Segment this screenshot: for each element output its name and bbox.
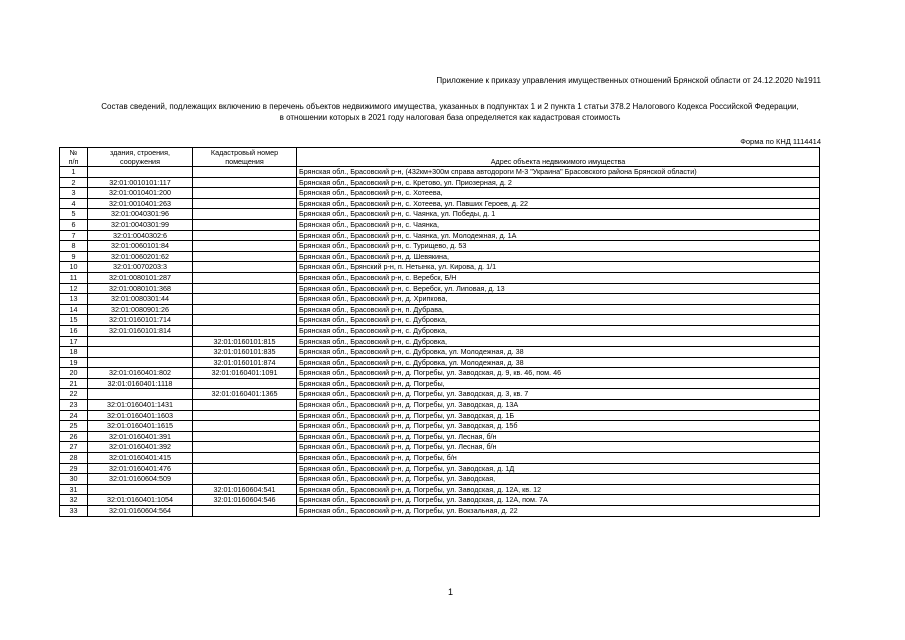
table-row [60, 241, 820, 252]
cell-address: Брянская обл., Брасовский р-н, д. Хрипкова, [297, 294, 820, 305]
cell-building-cadastral: 32:01:0160101:714 [88, 315, 193, 326]
table-row [60, 209, 820, 220]
cell-address: Брянская обл., Брасовский р-н, д. Погребы, [297, 378, 820, 389]
property-table [59, 147, 820, 517]
cell-number: 9 [60, 251, 88, 262]
cell-building-cadastral: 32:01:0040301:99 [88, 219, 193, 230]
cell-address: Брянская обл., Брасовский р-н, д. Погребы, ул. Заводская, д. 12А, кв. 12 [297, 484, 820, 495]
cell-number: 20 [60, 368, 88, 379]
document-heading [40, 101, 860, 123]
table-row [60, 474, 820, 485]
cell-room-cadastral [193, 378, 297, 389]
cell-building-cadastral: 32:01:0080101:287 [88, 272, 193, 283]
cell-number: 17 [60, 336, 88, 347]
cell-room-cadastral [193, 315, 297, 326]
header-building [88, 148, 193, 167]
table-row [60, 315, 820, 326]
cell-room-cadastral [193, 474, 297, 485]
cell-address: Брянская обл., Брасовский р-н, д. Погребы, ул. Заводская, д. 1Д [297, 463, 820, 474]
cell-number: 29 [60, 463, 88, 474]
cell-room-cadastral: 32:01:0160401:1091 [193, 368, 297, 379]
cell-room-cadastral [193, 198, 297, 209]
cell-building-cadastral: 32:01:0160401:1054 [88, 495, 193, 506]
cell-address: Брянская обл., Брасовский р-н, п. Дубрава, [297, 304, 820, 315]
cell-number: 25 [60, 421, 88, 432]
cell-room-cadastral: 32:01:0160101:874 [193, 357, 297, 368]
cell-room-cadastral [193, 219, 297, 230]
cell-number: 12 [60, 283, 88, 294]
table-row [60, 378, 820, 389]
header-number-line2: п/п [68, 157, 79, 166]
cell-room-cadastral [193, 442, 297, 453]
cell-number: 19 [60, 357, 88, 368]
table-row [60, 304, 820, 315]
table-row [60, 177, 820, 188]
cell-room-cadastral [193, 463, 297, 474]
cell-building-cadastral [88, 347, 193, 358]
cell-room-cadastral [193, 241, 297, 252]
cell-address: Брянская обл., Брасовский р-н, с. Дубровка, ул. Молодежная, д. 38 [297, 357, 820, 368]
table-row [60, 368, 820, 379]
table-row [60, 283, 820, 294]
cell-room-cadastral: 32:01:0160604:546 [193, 495, 297, 506]
cell-room-cadastral: 32:01:0160101:815 [193, 336, 297, 347]
cell-address: Брянская обл., Брасовский р-н, д. Погребы, ул. Лесная, б/н [297, 442, 820, 453]
header-building-line1: здания, строения, [110, 148, 170, 157]
cell-building-cadastral: 32:01:0080101:368 [88, 283, 193, 294]
cell-number: 24 [60, 410, 88, 421]
cell-number: 21 [60, 378, 88, 389]
table-row [60, 294, 820, 305]
cell-number: 13 [60, 294, 88, 305]
header-address: Адрес объекта недвижимого имущества [297, 148, 820, 167]
cell-building-cadastral: 32:01:0080301:44 [88, 294, 193, 305]
cell-address: Брянская обл., Брасовский р-н, д. Шевякина, [297, 251, 820, 262]
cell-address: Брянская обл., Брасовский р-н, д. Погребы, ул. Заводская, д. 9, кв. 46, пом. 46 [297, 368, 820, 379]
cell-building-cadastral: 32:01:0160401:1615 [88, 421, 193, 432]
cell-address: Брянская обл., Брасовский р-н, с. Кретово, ул. Приозерная, д. 2 [297, 177, 820, 188]
cell-number: 3 [60, 188, 88, 199]
cell-number: 6 [60, 219, 88, 230]
cell-room-cadastral [193, 421, 297, 432]
header-building-line2: сооружения [120, 157, 160, 166]
cell-address: Брянская обл., Брасовский р-н, д. Погребы, ул. Заводская, д. 1Б [297, 410, 820, 421]
table-row [60, 410, 820, 421]
cell-building-cadastral: 32:01:0010101:117 [88, 177, 193, 188]
cell-address: Брянская обл., Брасовский р-н, (432км+300м справа автодороги М-3 "Украина" Брасовского района Брянской области) [297, 167, 820, 178]
table-row [60, 442, 820, 453]
cell-number: 8 [60, 241, 88, 252]
cell-building-cadastral: 32:01:0160401:415 [88, 453, 193, 464]
table-row [60, 262, 820, 273]
cell-address: Брянская обл., Брасовский р-н, с. Веребск, Б/Н [297, 272, 820, 283]
cell-address: Брянская обл., Брасовский р-н, д. Погребы, ул. Лесная, б/н [297, 431, 820, 442]
cell-number: 32 [60, 495, 88, 506]
table-row [60, 400, 820, 411]
cell-building-cadastral: 32:01:0040302:6 [88, 230, 193, 241]
cell-number: 26 [60, 431, 88, 442]
cell-room-cadastral [193, 304, 297, 315]
table-row [60, 421, 820, 432]
cell-number: 10 [60, 262, 88, 273]
cell-number: 7 [60, 230, 88, 241]
cell-building-cadastral: 32:01:0160604:509 [88, 474, 193, 485]
cell-address: Брянская обл., Брасовский р-н, д. Погребы, б/н [297, 453, 820, 464]
table-row [60, 431, 820, 442]
cell-number: 14 [60, 304, 88, 315]
cell-room-cadastral [193, 209, 297, 220]
cell-number: 23 [60, 400, 88, 411]
cell-room-cadastral [193, 251, 297, 262]
cell-address: Брянская обл., Брасовский р-н, д. Погребы, ул. Вокзальная, д. 22 [297, 506, 820, 517]
header-number-line1: № [69, 148, 78, 157]
cell-number: 22 [60, 389, 88, 400]
cell-room-cadastral [193, 506, 297, 517]
cell-number: 28 [60, 453, 88, 464]
cell-room-cadastral [193, 167, 297, 178]
cell-room-cadastral [193, 262, 297, 273]
cell-address: Брянская обл., Брасовский р-н, д. Погребы, ул. Заводская, [297, 474, 820, 485]
table-header [60, 148, 820, 167]
table-row [60, 506, 820, 517]
cell-building-cadastral [88, 336, 193, 347]
header-room-line2: помещения [225, 157, 264, 166]
header-room-line1: Кадастровый номер [210, 148, 279, 157]
cell-building-cadastral: 32:01:0160604:564 [88, 506, 193, 517]
cell-number: 1 [60, 167, 88, 178]
cell-building-cadastral [88, 357, 193, 368]
cell-address: Брянская обл., Брасовский р-н, с. Веребск, ул. Липовая, д. 13 [297, 283, 820, 294]
cell-address: Брянская обл., Брасовский р-н, с. Дубровка, [297, 325, 820, 336]
cell-number: 18 [60, 347, 88, 358]
cell-address: Брянская обл., Брасовский р-н, с. Хотеева, ул. Павших Героев, д. 22 [297, 198, 820, 209]
page-number: 1 [448, 587, 454, 597]
cell-room-cadastral [193, 188, 297, 199]
cell-number: 30 [60, 474, 88, 485]
cell-address: Брянская обл., Брасовский р-н, с. Чаянка, [297, 219, 820, 230]
cell-address: Брянская обл., Брасовский р-н, с. Турищево, д. 53 [297, 241, 820, 252]
cell-building-cadastral: 32:01:0060201:62 [88, 251, 193, 262]
cell-building-cadastral [88, 484, 193, 495]
cell-building-cadastral: 32:01:0160401:802 [88, 368, 193, 379]
appendix-reference: Приложение к приказу управления имущественных отношений Брянской области от 24.12.2020 №1911 [436, 76, 821, 85]
cell-building-cadastral [88, 389, 193, 400]
table-row [60, 389, 820, 400]
cell-number: 2 [60, 177, 88, 188]
cell-room-cadastral [193, 431, 297, 442]
table-row [60, 230, 820, 241]
cell-number: 11 [60, 272, 88, 283]
cell-building-cadastral: 32:01:0160101:814 [88, 325, 193, 336]
table-row [60, 484, 820, 495]
cell-number: 5 [60, 209, 88, 220]
cell-building-cadastral: 32:01:0160401:1431 [88, 400, 193, 411]
cell-building-cadastral: 32:01:0070203:3 [88, 262, 193, 273]
cell-building-cadastral: 32:01:0160401:391 [88, 431, 193, 442]
table-row [60, 336, 820, 347]
cell-number: 16 [60, 325, 88, 336]
table-row [60, 251, 820, 262]
table-body [60, 167, 820, 517]
cell-building-cadastral: 32:01:0040301:96 [88, 209, 193, 220]
cell-building-cadastral: 32:01:0080901:26 [88, 304, 193, 315]
table-row [60, 453, 820, 464]
cell-room-cadastral: 32:01:0160604:541 [193, 484, 297, 495]
cell-address: Брянская обл., Брасовский р-н, с. Дубровка, ул. Молодежная, д. 38 [297, 347, 820, 358]
cell-building-cadastral: 32:01:0060101:84 [88, 241, 193, 252]
cell-room-cadastral [193, 400, 297, 411]
cell-address: Брянская обл., Брасовский р-н, с. Чаянка, ул. Молодежная, д. 1А [297, 230, 820, 241]
form-code: Форма по КНД 1114414 [740, 137, 821, 146]
table-row [60, 272, 820, 283]
table-row [60, 347, 820, 358]
table-row [60, 167, 820, 178]
table-row [60, 219, 820, 230]
heading-line-1: Состав сведений, подлежащих включению в перечень объектов недвижимого имущества, указанных в подпунктах 1 и 2 пункта 1 статьи 378.2 Налогового Кодекса Российской Федерации, [101, 102, 799, 111]
table-row [60, 198, 820, 209]
table-row [60, 325, 820, 336]
table-row [60, 495, 820, 506]
cell-number: 27 [60, 442, 88, 453]
table-row [60, 463, 820, 474]
cell-address: Брянская обл., Брасовский р-н, д. Погребы, ул. Заводская, д. 13А [297, 400, 820, 411]
cell-building-cadastral: 32:01:0010401:200 [88, 188, 193, 199]
cell-room-cadastral: 32:01:0160401:1365 [193, 389, 297, 400]
header-room [193, 148, 297, 167]
cell-room-cadastral: 32:01:0160101:835 [193, 347, 297, 358]
cell-building-cadastral: 32:01:0010401:263 [88, 198, 193, 209]
cell-building-cadastral [88, 167, 193, 178]
cell-address: Брянская обл., Брасовский р-н, д. Погребы, ул. Заводская, д. 3, кв. 7 [297, 389, 820, 400]
cell-address: Брянская обл., Брасовский р-н, с. Чаянка, ул. Победы, д. 1 [297, 209, 820, 220]
cell-address: Брянская обл., Брасовский р-н, с. Хотеева, [297, 188, 820, 199]
cell-building-cadastral: 32:01:0160401:476 [88, 463, 193, 474]
cell-room-cadastral [193, 272, 297, 283]
cell-address: Брянская обл., Брянский р-н, п. Нетынка, ул. Кирова, д. 1/1 [297, 262, 820, 273]
table-row [60, 188, 820, 199]
cell-address: Брянская обл., Брасовский р-н, д. Погребы, ул. Заводская, д. 15б [297, 421, 820, 432]
cell-address: Брянская обл., Брасовский р-н, д. Погребы, ул. Заводская, д. 12А, пом. 7А [297, 495, 820, 506]
cell-room-cadastral [193, 325, 297, 336]
cell-address: Брянская обл., Брасовский р-н, с. Дубровка, [297, 336, 820, 347]
cell-room-cadastral [193, 283, 297, 294]
cell-room-cadastral [193, 294, 297, 305]
cell-number: 33 [60, 506, 88, 517]
table-row [60, 357, 820, 368]
header-number [60, 148, 88, 167]
cell-room-cadastral [193, 453, 297, 464]
cell-number: 4 [60, 198, 88, 209]
cell-building-cadastral: 32:01:0160401:392 [88, 442, 193, 453]
heading-line-2: в отношении которых в 2021 году налоговая база определяется как кадастровая стоимость [279, 113, 621, 122]
cell-room-cadastral [193, 410, 297, 421]
cell-building-cadastral: 32:01:0160401:1603 [88, 410, 193, 421]
cell-number: 15 [60, 315, 88, 326]
cell-room-cadastral [193, 230, 297, 241]
cell-address: Брянская обл., Брасовский р-н, с. Дубровка, [297, 315, 820, 326]
cell-number: 31 [60, 484, 88, 495]
cell-building-cadastral: 32:01:0160401:1118 [88, 378, 193, 389]
cell-room-cadastral [193, 177, 297, 188]
